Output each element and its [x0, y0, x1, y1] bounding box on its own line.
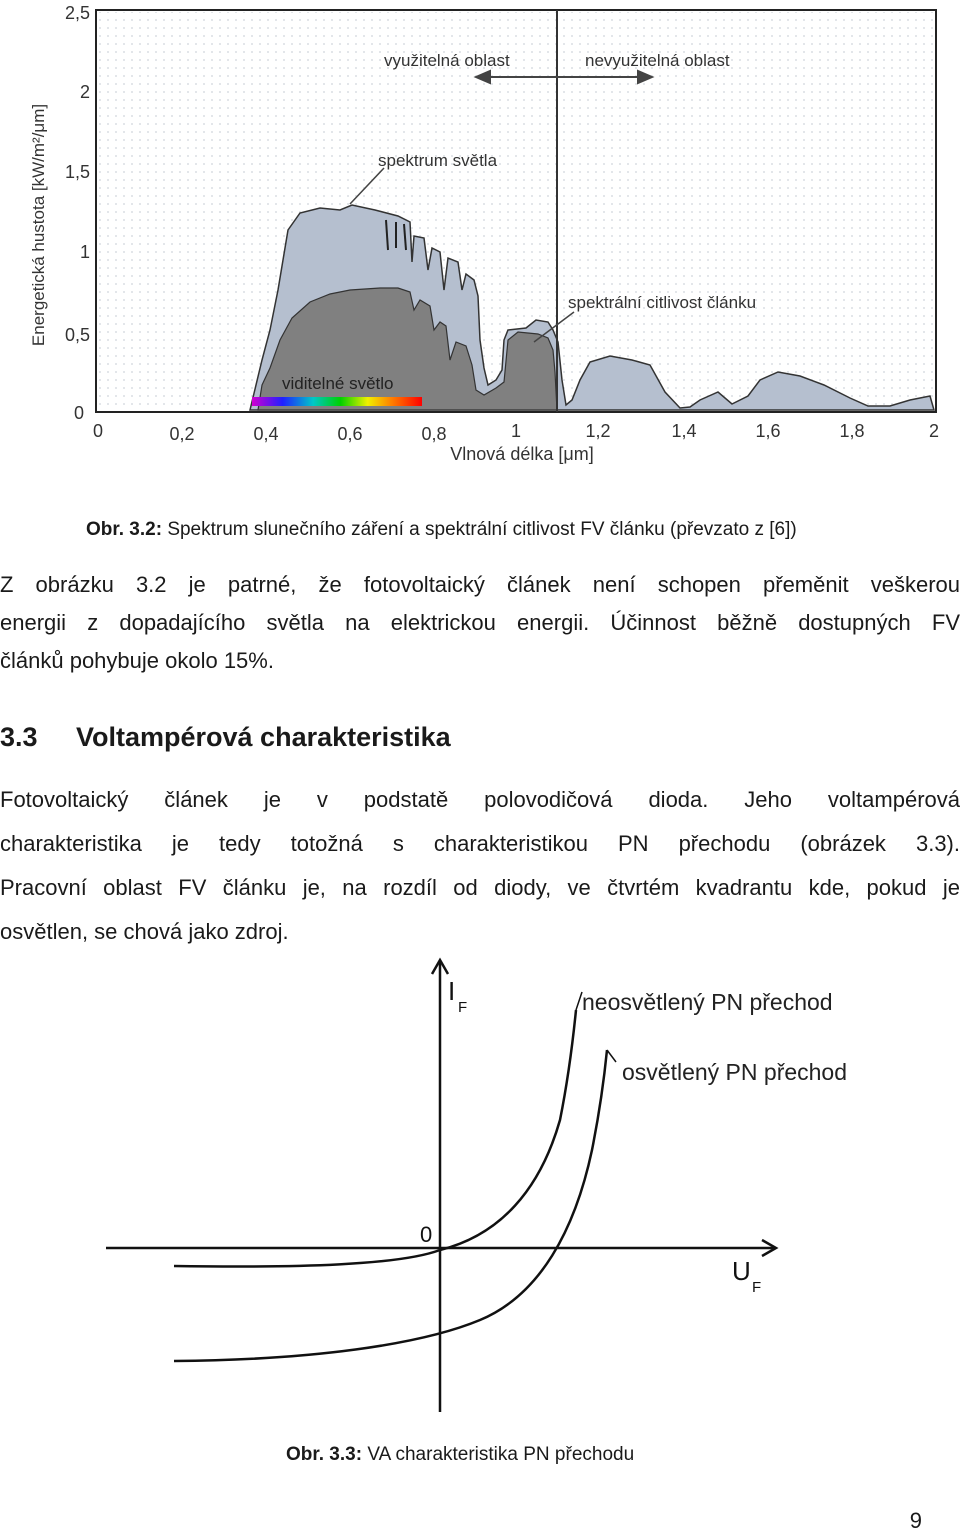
figure-caption-3-3 — [286, 1444, 634, 1466]
paragraph-line: Fotovoltaický článek je v podstatě polovodičová dioda. Jeho voltampérová — [0, 787, 960, 812]
x-axis-label: U — [732, 1256, 751, 1286]
paragraph-efficiency — [0, 566, 960, 680]
y-axis-title: Energetická hustota [kW/m²/μm] — [29, 103, 48, 347]
caption-prefix: Obr. 3.2: — [86, 519, 163, 540]
caption-prefix: Obr. 3.3: — [286, 1444, 363, 1465]
paragraph-line: článků pohybuje okolo 15%. — [0, 648, 274, 673]
y-tick: 0,5 — [64, 325, 90, 345]
paragraph-line: Z obrázku 3.2 je patrné, že fotovoltaický článek není schopen přeměnit veškerou — [0, 572, 960, 597]
annotation-unusable: nevyužitelná oblast — [585, 51, 730, 70]
y-tick-labels — [65, 3, 90, 423]
x-axis-label-sub: F — [752, 1279, 762, 1296]
y-tick: 2 — [79, 82, 90, 102]
label-dark-curve: neosvětlený PN přechod — [582, 989, 833, 1015]
paragraph-line: energii z dopadajícího světla na elektrickou energii. Účinnost běžně dostupných FV — [0, 610, 960, 635]
annotation-sensitivity: spektrální citlivost článku — [568, 293, 757, 312]
x-tick: 2 — [928, 421, 940, 441]
curve-dark — [174, 1010, 576, 1267]
x-tick: 0 — [92, 421, 104, 441]
curve-lit — [174, 1050, 607, 1361]
section-heading — [0, 722, 451, 753]
x-tick: 1,8 — [839, 421, 865, 441]
paragraph-line: osvětlen, se chová jako zdroj. — [0, 919, 289, 944]
annotation-usable: využitelná oblast — [384, 51, 510, 70]
section-number: 3.3 — [0, 722, 38, 752]
label-lit-curve: osvětlený PN přechod — [622, 1059, 848, 1085]
x-tick: 0,2 — [169, 424, 195, 444]
y-tick: 1,5 — [64, 162, 90, 182]
caption-text: Spektrum slunečního záření a spektrální citlivost FV článku (převzato z [6]) — [167, 519, 797, 540]
paragraph-line: charakteristika je tedy totožná s charakteristikou PN přechodu (obrázek 3.3). — [0, 831, 960, 856]
x-tick: 1,6 — [755, 421, 781, 441]
figure-caption-3-2 — [86, 519, 797, 541]
y-tick: 1 — [79, 242, 90, 262]
paragraph-line: Pracovní oblast FV článku je, na rozdíl od diody, ve čtvrtém kvadrantu kde, pokud je — [0, 875, 960, 900]
annotation-spectrum: spektrum světla — [378, 151, 498, 170]
x-axis-title: Vlnová délka [μm] — [450, 444, 594, 464]
x-tick: 0,4 — [253, 424, 279, 444]
section-title: Voltampérová charakteristika — [76, 722, 451, 752]
x-tick: 0,6 — [337, 424, 363, 444]
y-axis-label: I — [448, 976, 456, 1006]
x-tick: 0,8 — [421, 424, 447, 444]
paragraph-va-characteristic — [0, 778, 960, 954]
y-tick: 2,5 — [64, 3, 90, 23]
visible-light-bar — [252, 397, 422, 406]
va-characteristic-figure — [0, 950, 960, 1430]
annotation-visible-light: viditelné světlo — [282, 374, 394, 393]
y-tick: 0 — [73, 403, 84, 423]
y-axis-label-sub: F — [458, 999, 468, 1016]
spectrum-figure — [0, 0, 960, 470]
origin-label: 0 — [420, 1222, 433, 1247]
x-tick: 1,4 — [671, 421, 697, 441]
x-tick: 1 — [510, 421, 522, 441]
page-number: 9 — [909, 1508, 922, 1533]
x-tick-labels — [93, 421, 939, 444]
caption-text: VA charakteristika PN přechodu — [367, 1444, 635, 1465]
x-tick: 1,2 — [585, 421, 611, 441]
